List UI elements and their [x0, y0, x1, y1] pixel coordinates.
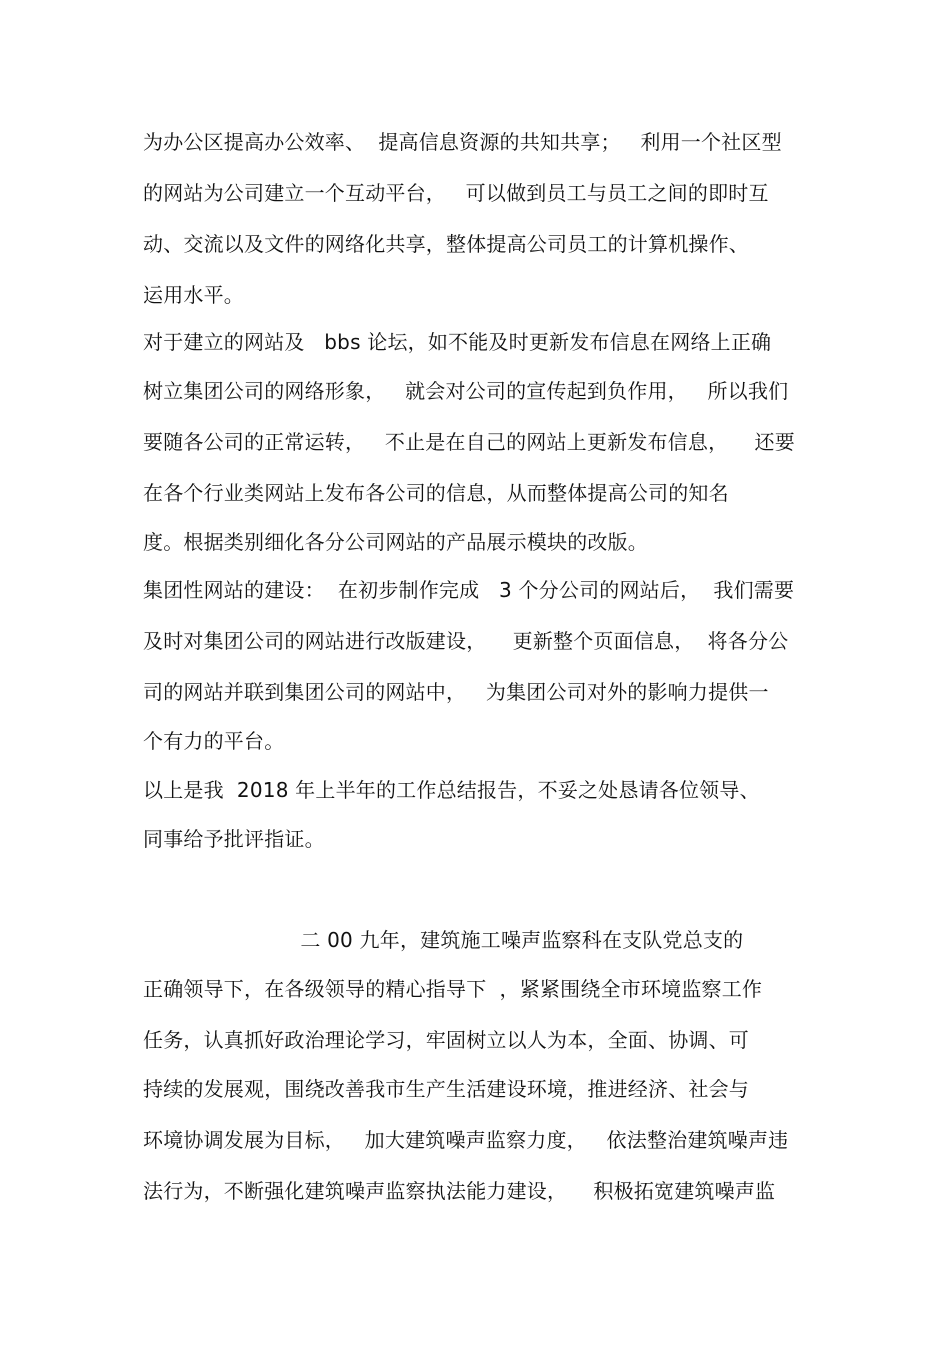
- text-line: 持续的发展观，围绕改善我市生产生活建设环境，推进经济、社会与: [143, 1077, 749, 1101]
- text-line: 对于建立的网站及 bbs 论坛，如不能及时更新发布信息在网络上正确: [143, 330, 772, 354]
- text-line: 动、交流以及文件的网络化共享，整体提高公司员工的计算机操作、: [143, 232, 749, 256]
- text-line: 个有力的平台。: [143, 729, 285, 753]
- text-line: 二 00 九年，建筑施工噪声监察科在支队党总支的: [143, 928, 744, 952]
- text-line: 在各个行业类网站上发布各公司的信息，从而整体提高公司的知名: [143, 481, 729, 505]
- text-line: 同事给予批评指证。: [143, 827, 325, 851]
- text-line: 运用水平。: [143, 283, 244, 307]
- text-line: 的网站为公司建立一个互动平台， 可以做到员工与员工之间的即时互: [143, 181, 769, 205]
- text-line: 环境协调发展为目标， 加大建筑噪声监察力度， 依法整治建筑噪声违: [143, 1128, 789, 1152]
- text-line: 司的网站并联到集团公司的网站中， 为集团公司对外的影响力提供一: [143, 680, 769, 704]
- text-line: 树立集团公司的网络形象， 就会对公司的宣传起到负作用， 所以我们: [143, 379, 789, 403]
- text-line: 及时对集团公司的网站进行改版建设， 更新整个页面信息， 将各分公: [143, 629, 789, 653]
- text-line: 法行为，不断强化建筑噪声监察执法能力建设， 积极拓宽建筑噪声监: [143, 1179, 776, 1203]
- text-line: 正确领导下，在各级领导的精心指导下 ，紧紧围绕全市环境监察工作: [143, 977, 763, 1001]
- text-line: 集团性网站的建设： 在初步制作完成 3 个分公司的网站后， 我们需要: [143, 578, 795, 602]
- text-line: 为办公区提高办公效率、 提高信息资源的共知共享； 利用一个社区型: [143, 130, 782, 154]
- text-line: 要随各公司的正常运转， 不止是在自己的网站上更新发布信息， 还要: [143, 430, 795, 454]
- text-line: 任务，认真抓好政治理论学习，牢固树立以人为本，全面、协调、可: [143, 1028, 749, 1052]
- text-line: 度。根据类别细化各分公司网站的产品展示模块的改版。: [143, 530, 648, 554]
- text-line: 以上是我 2018 年上半年的工作总结报告，不妥之处恳请各位领导、: [143, 778, 760, 802]
